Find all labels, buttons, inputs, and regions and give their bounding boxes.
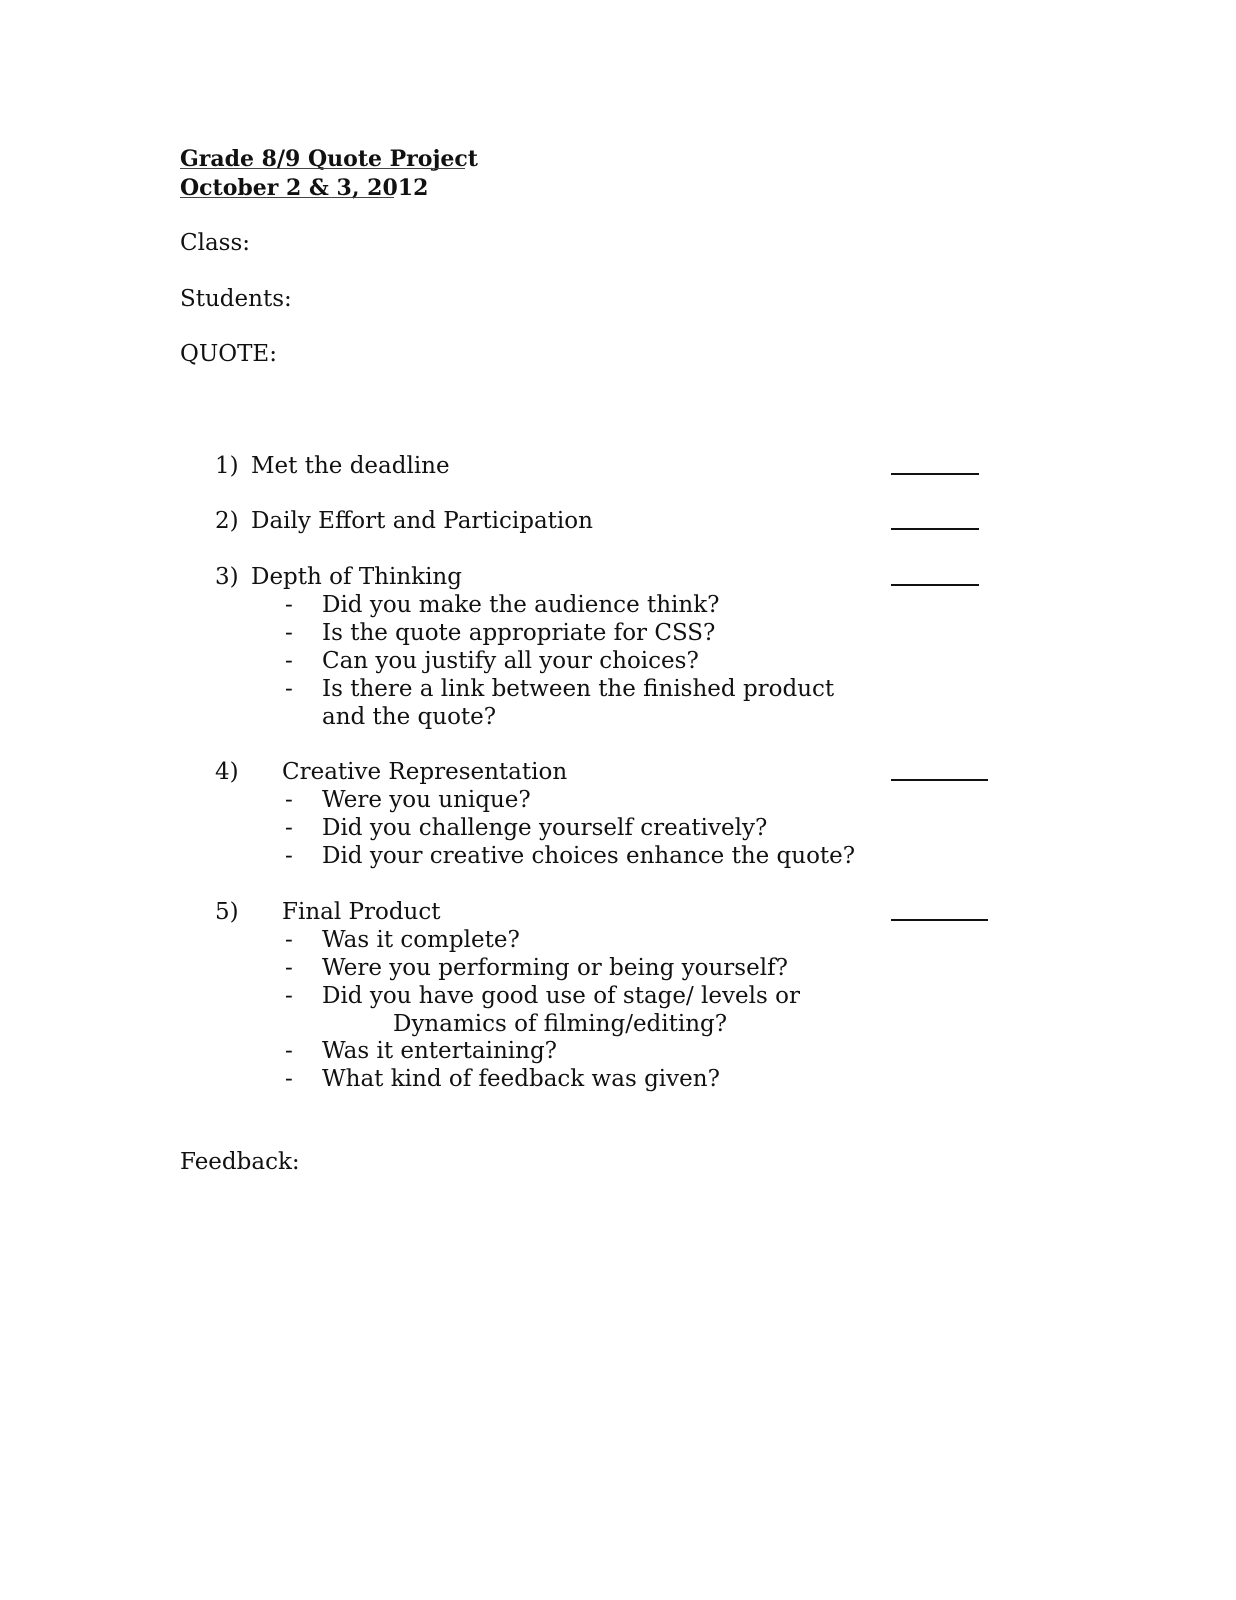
- bullet-dash: -: [285, 592, 293, 618]
- bullet-dash: -: [285, 787, 293, 813]
- criterion-3-question-4: Is there a link between the finished product: [322, 676, 835, 702]
- bullet-dash: -: [285, 676, 293, 702]
- page-title-line-1: Grade 8/9 Quote Project: [180, 146, 478, 172]
- criterion-3-question-1: Did you make the audience think?: [322, 592, 720, 618]
- criterion-3-score-blank[interactable]: [891, 584, 979, 586]
- bullet-dash: -: [285, 815, 293, 841]
- criterion-4-number: 4): [215, 759, 239, 785]
- bullet-dash: -: [285, 1066, 293, 1092]
- bullet-dash: -: [285, 955, 293, 981]
- title-underline-2: [180, 197, 394, 198]
- class-label: Class:: [180, 230, 251, 256]
- criterion-4-label: Creative Representation: [282, 759, 568, 785]
- criterion-5-question-3-continued: Dynamics of filming/editing?: [393, 1011, 728, 1037]
- bullet-dash: -: [285, 983, 293, 1009]
- criterion-3-question-2: Is the quote appropriate for CSS?: [322, 620, 716, 646]
- criterion-4-question-1: Were you unique?: [322, 787, 531, 813]
- title-underline-1: [180, 168, 465, 169]
- criterion-1-label: Met the deadline: [251, 453, 450, 479]
- criterion-3-label: Depth of Thinking: [251, 564, 462, 590]
- bullet-dash: -: [285, 648, 293, 674]
- criterion-4-question-2: Did you challenge yourself creatively?: [322, 815, 768, 841]
- criterion-5-question-5: What kind of feedback was given?: [322, 1066, 720, 1092]
- criterion-4-score-blank[interactable]: [891, 779, 988, 781]
- criterion-5-score-blank[interactable]: [891, 919, 988, 921]
- criterion-1-number: 1): [215, 453, 239, 479]
- bullet-dash: -: [285, 620, 293, 646]
- bullet-dash: -: [285, 843, 293, 869]
- criterion-5-question-2: Were you performing or being yourself?: [322, 955, 788, 981]
- bullet-dash: -: [285, 927, 293, 953]
- criterion-2-label: Daily Effort and Participation: [251, 508, 593, 534]
- feedback-label: Feedback:: [180, 1149, 300, 1175]
- bullet-dash: -: [285, 1038, 293, 1064]
- criterion-5-question-1: Was it complete?: [322, 927, 520, 953]
- criterion-3-question-3: Can you justify all your choices?: [322, 648, 699, 674]
- criterion-3-question-4-continued: and the quote?: [322, 704, 497, 730]
- criterion-1-score-blank[interactable]: [891, 473, 979, 475]
- page-title-line-2: October 2 & 3, 2012: [180, 175, 429, 201]
- criterion-5-question-4: Was it entertaining?: [322, 1038, 557, 1064]
- criterion-2-number: 2): [215, 508, 239, 534]
- criterion-5-question-3: Did you have good use of stage/ levels or: [322, 983, 800, 1009]
- criterion-5-label: Final Product: [282, 899, 441, 925]
- criterion-5-number: 5): [215, 899, 239, 925]
- criterion-2-score-blank[interactable]: [891, 528, 979, 530]
- students-label: Students:: [180, 286, 292, 312]
- quote-label: QUOTE:: [180, 341, 277, 367]
- criterion-4-question-3: Did your creative choices enhance the quote?: [322, 843, 856, 869]
- criterion-3-number: 3): [215, 564, 239, 590]
